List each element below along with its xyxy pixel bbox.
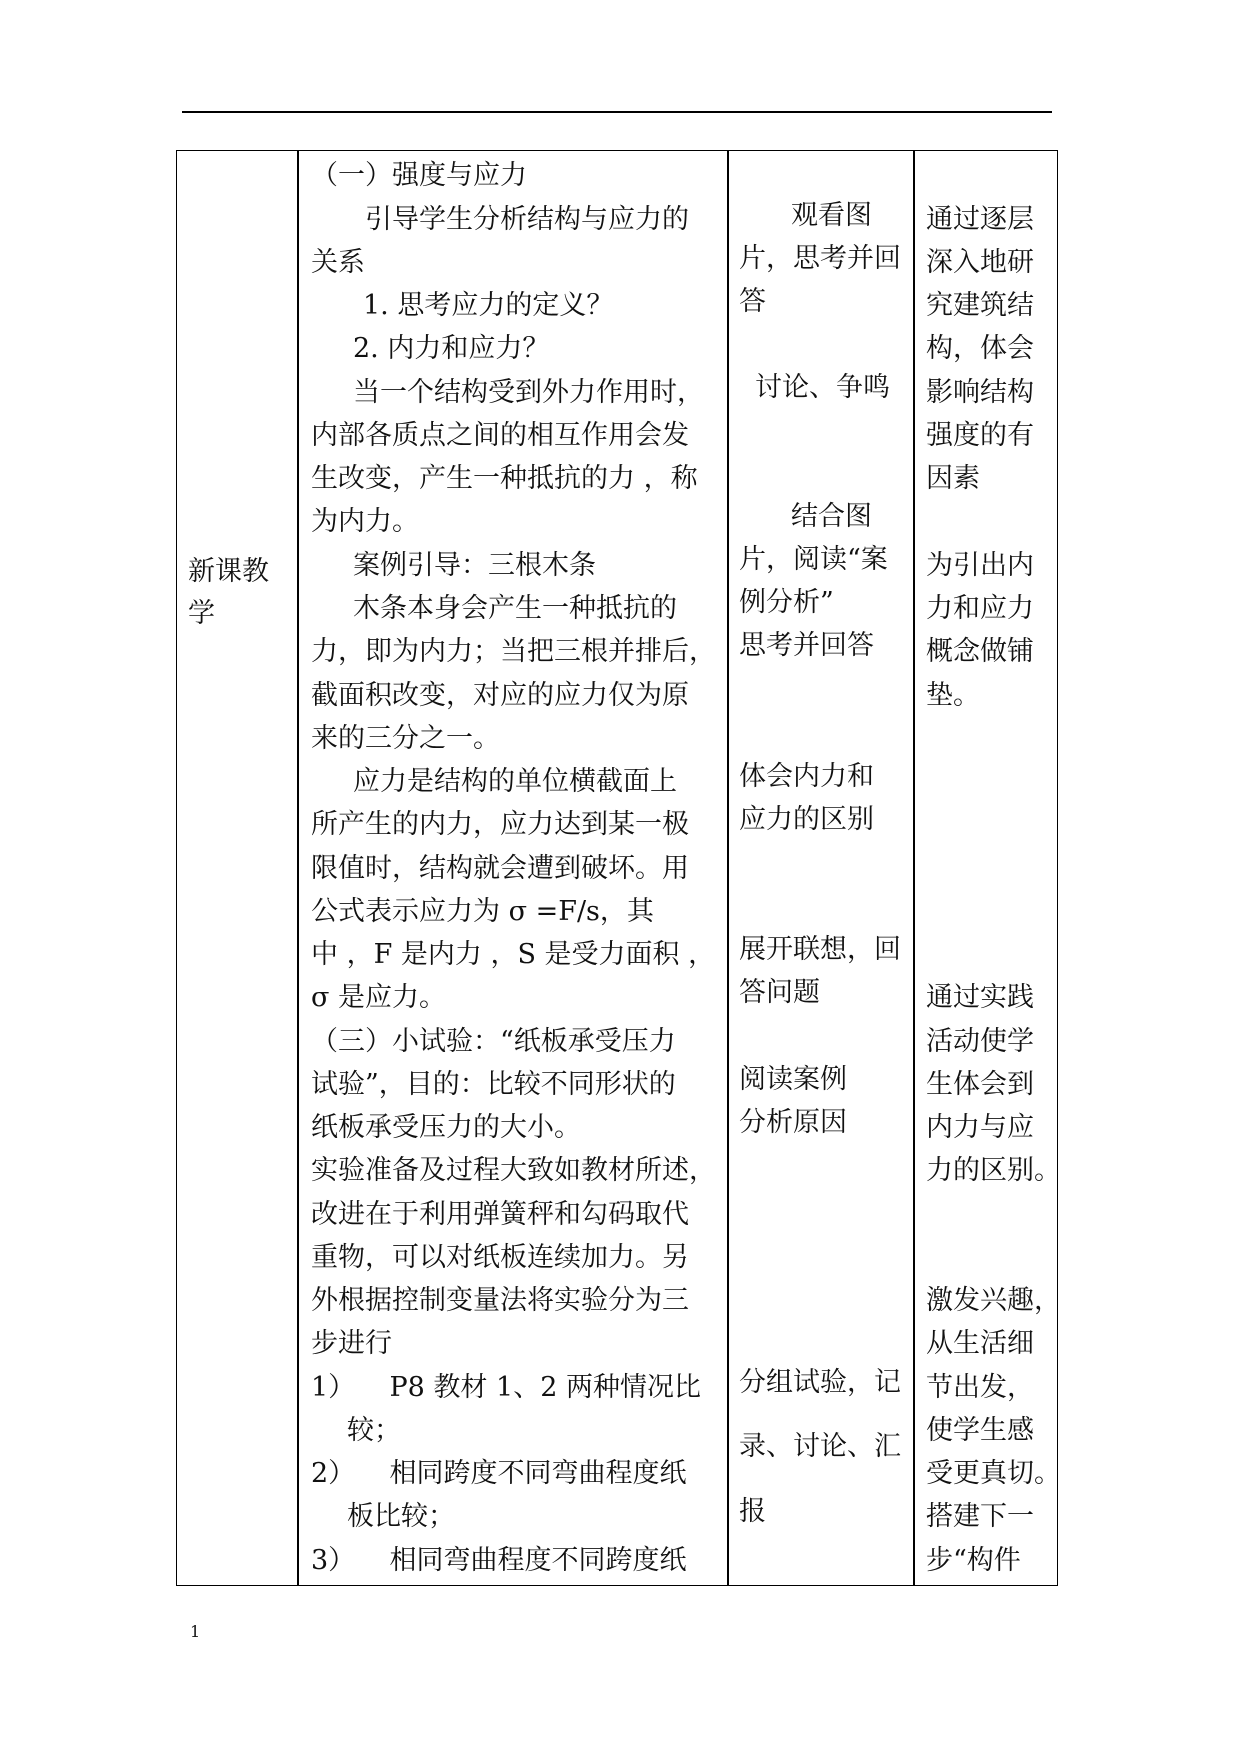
activity-line: 体会内力和 <box>739 761 874 792</box>
activity-line: 片，思考并回 <box>739 243 901 274</box>
page-number: 1 <box>190 1622 201 1641</box>
intent-line: 节出发， <box>926 1372 1034 1403</box>
activity-line: 展开联想，回 <box>739 934 901 965</box>
content-line: 实验准备及过程大致如教材所述， <box>311 1155 716 1186</box>
intent-line: 力的区别。 <box>926 1155 1061 1186</box>
content-line: 截面积改变，对应的应力仅为原 <box>311 680 689 711</box>
intent-line: 为引出内 <box>926 550 1034 581</box>
content-line: （一）强度与应力 <box>311 160 527 191</box>
content-line: 试验”，目的：比较不同形状的 <box>311 1069 676 1100</box>
content-line: 1） P8 教材 1、2 两种情况比 <box>311 1372 701 1403</box>
content-line: 改进在于利用弹簧秤和勾码取代 <box>311 1199 689 1230</box>
intent-line: 生体会到 <box>926 1069 1034 1100</box>
intent-line: 强度的有 <box>926 420 1034 451</box>
intent-line: 激发兴趣， <box>926 1285 1061 1316</box>
lesson-table <box>176 150 1061 1586</box>
activity-line: 答 <box>739 286 766 317</box>
content-line: 当一个结构受到外力作用时， <box>353 377 704 408</box>
intent-line: 构，体会 <box>926 333 1034 364</box>
intent-line: 受更真切。 <box>926 1458 1061 1489</box>
header-rule <box>182 111 1052 113</box>
activity-line: 阅读案例 <box>739 1064 847 1095</box>
content-line: 重物，可以对纸板连续加力。另 <box>311 1242 689 1273</box>
intent-line: 步“构件 <box>926 1545 1021 1576</box>
activity-line: 结合图 <box>791 501 872 532</box>
activity-line: 思考并回答 <box>739 630 874 661</box>
content-line: 较； <box>347 1415 401 1446</box>
intent-line: 因素 <box>926 463 980 494</box>
activity-line: 报 <box>739 1496 766 1527</box>
intent-line: 影响结构 <box>926 377 1034 408</box>
intent-line: 力和应力 <box>926 593 1034 624</box>
activity-line: 答问题 <box>739 977 820 1008</box>
content-line: 1. 思考应力的定义？ <box>363 290 614 321</box>
activity-line: 片，阅读“案 <box>739 544 888 575</box>
content-line: 生改变，产生一种抵抗的力 ，称 <box>311 463 698 494</box>
content-line: 外根据控制变量法将实验分为三 <box>311 1285 689 1316</box>
design-intent-cell <box>915 151 1059 1585</box>
activity-line: 讨论、争鸣 <box>755 372 890 403</box>
content-line: 为内力。 <box>311 506 419 537</box>
content-line: 来的三分之一。 <box>311 723 500 754</box>
section-label-cell <box>177 151 297 1585</box>
content-line: 2. 内力和应力？ <box>353 333 550 364</box>
activity-line: 录、讨论、汇 <box>739 1431 901 1462</box>
intent-line: 垫。 <box>926 680 980 711</box>
content-line: 木条本身会产生一种抵抗的 <box>353 593 677 624</box>
content-line: 2） 相同跨度不同弯曲程度纸 <box>311 1458 687 1489</box>
content-line: 案例引导：三根木条 <box>353 550 596 581</box>
activity-line: 分组试验，记 <box>739 1367 901 1398</box>
intent-line: 通过逐层 <box>926 204 1034 235</box>
content-line: 引导学生分析结构与应力的 <box>365 204 689 235</box>
content-line: （三）小试验：“纸板承受压力 <box>311 1026 676 1057</box>
intent-line: 从生活细 <box>926 1328 1034 1359</box>
activity-line: 分析原因 <box>739 1107 847 1138</box>
content-line: 限值时，结构就会遭到破坏。用 <box>311 853 689 884</box>
content-line: 公式表示应力为 σ =F/s，其 <box>311 896 654 927</box>
intent-line: 深入地研 <box>926 247 1034 278</box>
activity-line: 应力的区别 <box>739 804 874 835</box>
intent-line: 使学生感 <box>926 1415 1034 1446</box>
content-line: 板比较； <box>347 1501 455 1532</box>
content-line: 内部各质点之间的相互作用会发 <box>311 420 689 451</box>
section-label-line: 新课教 <box>188 556 269 587</box>
activity-line: 观看图 <box>791 200 872 231</box>
content-line: 中 ，F 是内力 ，S 是受力面积 ， <box>311 939 716 970</box>
intent-line: 概念做铺 <box>926 636 1034 667</box>
content-line: 关系 <box>311 247 365 278</box>
intent-line: 搭建下一 <box>926 1501 1034 1532</box>
activity-line: 例分析” <box>739 587 834 618</box>
section-label-line: 学 <box>188 598 215 629</box>
intent-line: 究建筑结 <box>926 290 1034 321</box>
intent-line: 内力与应 <box>926 1112 1034 1143</box>
content-line: σ 是应力。 <box>311 982 447 1013</box>
content-line: 所产生的内力，应力达到某一极 <box>311 809 689 840</box>
teaching-content-cell <box>299 151 727 1585</box>
intent-line: 活动使学 <box>926 1026 1034 1057</box>
content-line: 应力是结构的单位横截面上 <box>353 766 677 797</box>
content-line: 纸板承受压力的大小。 <box>311 1112 581 1143</box>
content-line: 力，即为内力；当把三根并排后， <box>311 636 716 667</box>
student-activity-cell <box>729 151 913 1585</box>
content-line: 步进行 <box>311 1328 392 1359</box>
content-line: 3） 相同弯曲程度不同跨度纸 <box>311 1545 687 1576</box>
intent-line: 通过实践 <box>926 982 1034 1013</box>
